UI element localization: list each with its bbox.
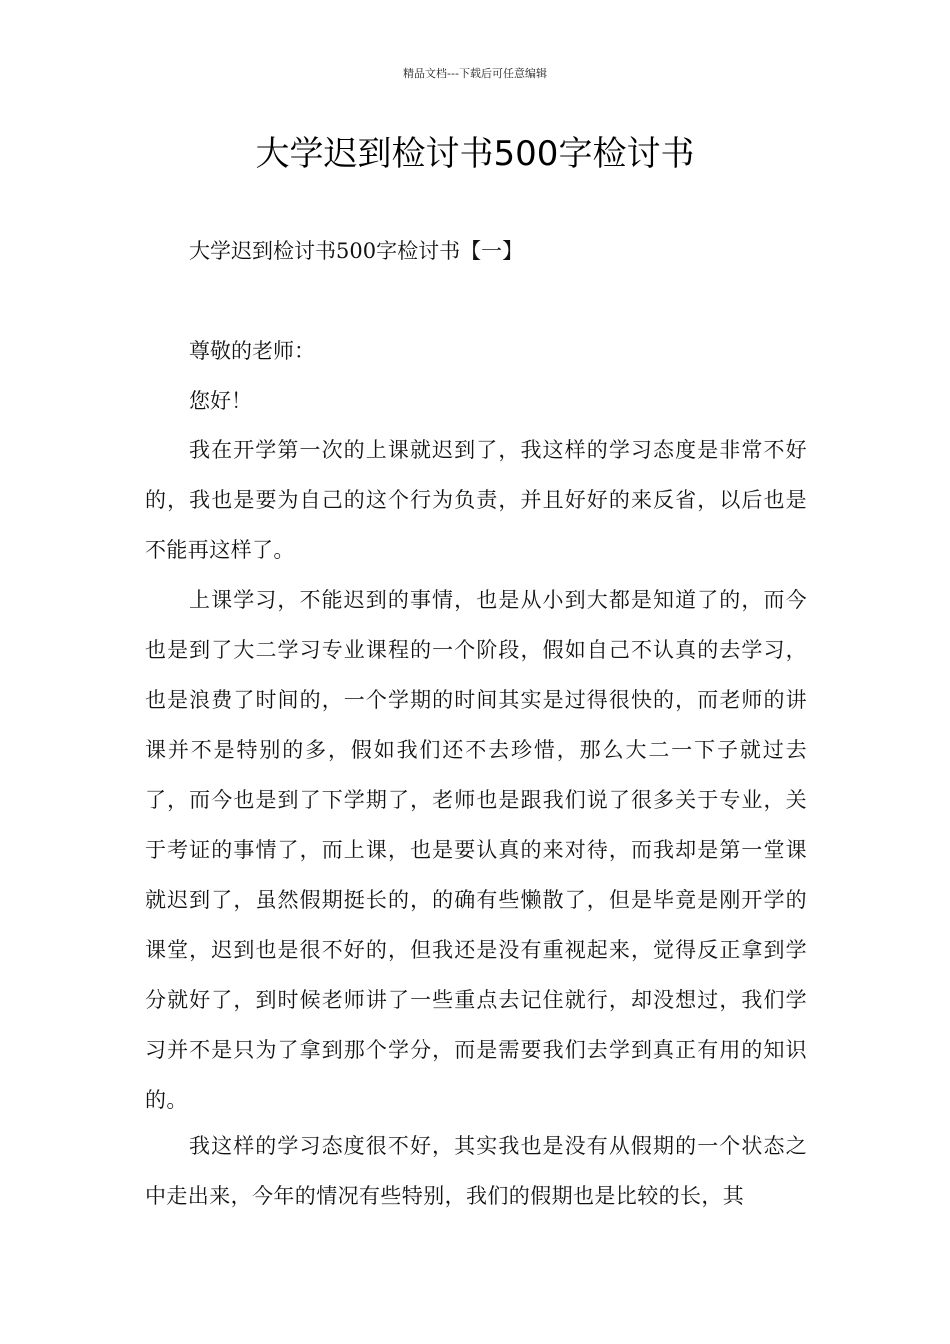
salutation: 尊敬的老师：: [189, 339, 315, 363]
paragraph-1: 我在开学第一次的上课就迟到了，我这样的学习态度是非常不好的，我也是要为自己的这个行为负责，并且好好的来反省，以后也是不能再这样了。: [145, 438, 807, 562]
greeting: 您好！: [189, 389, 252, 413]
paragraph-3: 我这样的学习态度很不好，其实我也是没有从假期的一个状态之中走出来，今年的情况有些特别，我们的假期也是比较的长，其: [145, 1134, 807, 1208]
document-title: 大学迟到检讨书500字检讨书: [255, 134, 695, 174]
paragraph-2: 上课学习，不能迟到的事情，也是从小到大都是知道了的，而今也是到了大二学习专业课程的一个阶段，假如自己不认真的去学习，也是浪费了时间的，一个学期的时间其实是过得很快的，而老师的讲课并不是特别的多，假如我们还不去珍惜，那么大二一下子就过去了，而今也是到了下学期了，老师也是跟我们说了很多关于专业，关于考证的事情了，而上课，也是要认真的来对待，而我却是第一堂课就迟到了，虽然假期挺长的，的确有些懒散了，但是毕竟是刚开学的课堂，迟到也是很不好的，但我还是没有重视起来，觉得反正拿到学分就好了，到时候老师讲了一些重点去记住就行，却没想过，我们学习并不是只为了拿到那个学分，而是需要我们去学到真正有用的知识的。: [145, 588, 807, 1112]
document-subtitle: 大学迟到检讨书500字检讨书【一】: [189, 239, 524, 263]
header-note: 精品文档---下载后可任意编辑: [403, 67, 547, 80]
